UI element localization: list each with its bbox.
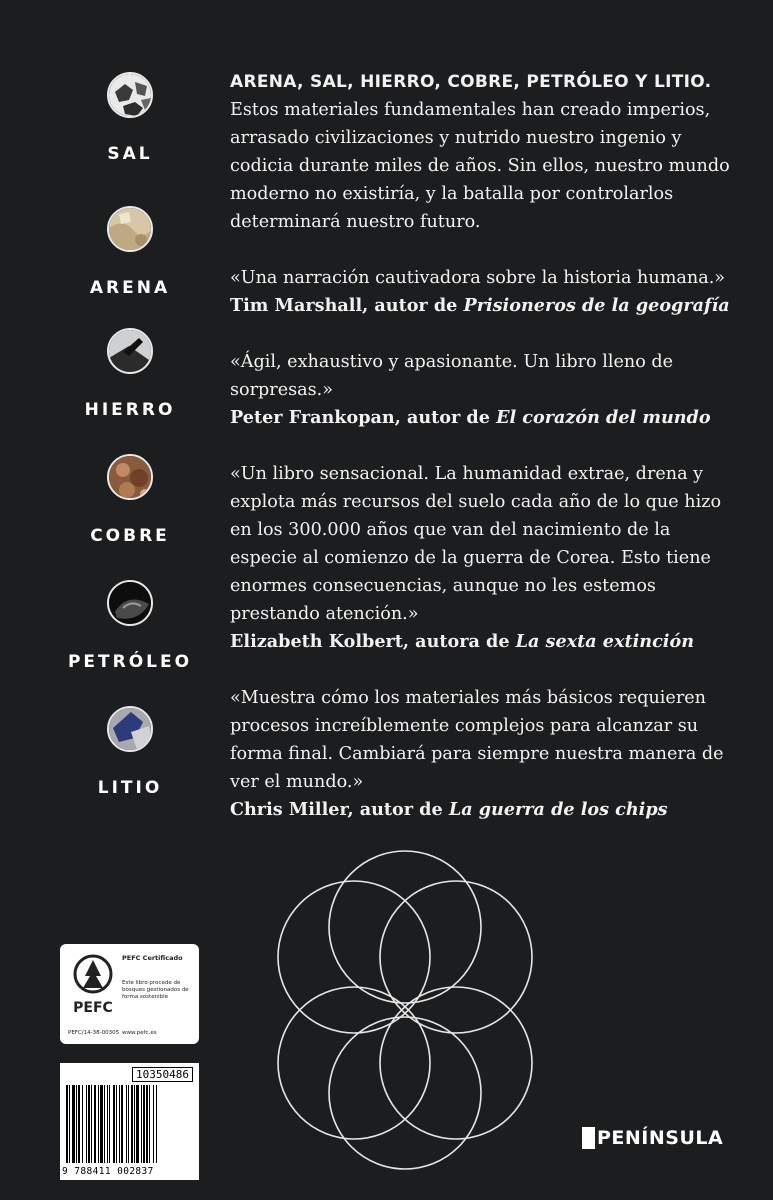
- material-sand: [60, 206, 200, 298]
- circles-ornament: [270, 845, 540, 1175]
- quote-text: «Muestra cómo los materiales más básicos requieren procesos increíblemente complejos para alcanzar su forma final. Cambiará para siempre nuestra manera de ver el mundo.»: [230, 688, 724, 792]
- internal-number: 10350486: [132, 1067, 193, 1082]
- quote-attribution: [230, 292, 740, 320]
- material-oil: [60, 580, 200, 672]
- material-iron: [60, 328, 200, 420]
- copper-ore-icon: [107, 454, 153, 500]
- material-label: HIERRO: [84, 400, 176, 420]
- barcode-stripe: [156, 1085, 157, 1163]
- barcode-stripe: [76, 1085, 77, 1163]
- quote-block: [230, 348, 740, 432]
- pefc-logo-text: PEFC: [73, 1000, 113, 1016]
- pefc-website: www.pefc.es: [122, 1030, 157, 1036]
- barcode-stripe: [134, 1085, 135, 1163]
- barcode-stripe: [98, 1085, 99, 1163]
- barcode-bars: [64, 1085, 195, 1163]
- material-label: ARENA: [89, 278, 171, 298]
- barcode-stripe: [119, 1085, 120, 1163]
- barcode-stripe: [107, 1085, 108, 1163]
- publisher-mark-icon: [582, 1127, 595, 1149]
- barcode-stripe: [141, 1085, 142, 1163]
- barcode-stripe: [100, 1085, 103, 1163]
- barcode-stripe: [66, 1085, 68, 1163]
- barcode-stripe: [153, 1085, 154, 1163]
- headline: ARENA, SAL, HIERRO, COBRE, PETRÓLEO Y LITIO.: [230, 72, 712, 92]
- isbn-barcode: [60, 1063, 199, 1180]
- barcode-stripe: [128, 1085, 129, 1163]
- material-lithium: [60, 706, 200, 798]
- material-salt: [60, 72, 200, 164]
- barcode-stripe: [136, 1085, 139, 1163]
- quote-author: Tim Marshall, autor de: [230, 295, 458, 316]
- lithium-icon: [107, 706, 153, 752]
- quote-author: Chris Miller, autor de: [230, 799, 443, 820]
- quote-author: Peter Frankopan, autor de: [230, 407, 490, 428]
- quote-attribution: [230, 404, 740, 432]
- barcode-stripe: [72, 1085, 75, 1163]
- barcode-stripe: [149, 1085, 150, 1163]
- ornament-circle: [380, 987, 532, 1139]
- material-label: LITIO: [97, 778, 163, 798]
- oil-icon: [107, 580, 153, 626]
- material-copper: [60, 454, 200, 546]
- quote-text: «Una narración cautivadora sobre la historia humana.»: [230, 268, 726, 288]
- barcode-stripe: [88, 1085, 90, 1163]
- quote-author: Elizabeth Kolbert, autora de: [230, 631, 510, 652]
- material-label: COBRE: [90, 526, 170, 546]
- quote-book: Prisioneros de la geografía: [463, 295, 730, 316]
- quote-attribution: [230, 796, 740, 824]
- intro-paragraph: Estos materiales fundamentales han creado imperios, arrasado civilizaciones y nutrido nuestro ingenio y codicia durante miles de años. Sin ellos, nuestro mundo moderno no existiría, y la batalla por controlarlos determinará nuestro futuro.: [230, 100, 730, 232]
- barcode-stripe: [82, 1085, 83, 1163]
- quote-text: «Un libro sensacional. La humanidad extrae, drena y explota más recursos del suelo cada año de lo que hizo en los 300.000 años que van del nacimiento de la especie al comienzo de la guerra de Corea. Esto tiene enormes consecuencias, aunque no les estemos prestando atención.»: [230, 464, 722, 624]
- pefc-certification: [60, 944, 199, 1044]
- quote-block: [230, 684, 740, 824]
- barcode-stripe: [121, 1085, 123, 1163]
- salt-crystal-icon: [107, 72, 153, 118]
- barcode-stripe: [143, 1085, 145, 1163]
- sand-icon: [107, 206, 153, 252]
- material-label: PETRÓLEO: [67, 652, 193, 672]
- barcode-stripe: [91, 1085, 92, 1163]
- quote-block: [230, 460, 740, 656]
- pefc-code: PEFC/14-38-00305: [68, 1030, 120, 1036]
- ean-number: 9 788411 002837: [62, 1166, 154, 1177]
- iron-icon: [107, 328, 153, 374]
- barcode-stripe: [131, 1085, 133, 1163]
- pefc-certified-label: PEFC Certificado: [122, 954, 183, 962]
- barcode-stripe: [104, 1085, 105, 1163]
- quote-text: «Ágil, exhaustivo y apasionante. Un libro lleno de sorpresas.»: [230, 352, 674, 400]
- pefc-tree-logo-icon: [68, 952, 118, 1018]
- ornament-circle: [329, 851, 481, 1003]
- barcode-stripe: [78, 1085, 80, 1163]
- quote-book: La guerra de los chips: [448, 799, 668, 820]
- barcode-stripe: [94, 1085, 96, 1163]
- ornament-circle: [278, 987, 430, 1139]
- material-label: SAL: [107, 144, 153, 164]
- publisher-name: PENÍNSULA: [597, 1127, 724, 1149]
- barcode-stripe: [126, 1085, 127, 1163]
- barcode-stripe: [146, 1085, 148, 1163]
- quote-book: El corazón del mundo: [496, 407, 711, 428]
- pefc-description: Este libro procede de bosques gestionados de forma sostenible: [122, 980, 189, 1000]
- back-cover-text: [230, 68, 740, 824]
- ornament-circle: [380, 881, 532, 1033]
- quote-book: La sexta extinción: [515, 631, 694, 652]
- barcode-stripe: [109, 1085, 110, 1163]
- quote-attribution: [230, 628, 740, 656]
- publisher-logo: [582, 1127, 723, 1149]
- quote-block: [230, 264, 740, 320]
- barcode-stripe: [86, 1085, 87, 1163]
- ornament-circle: [329, 1017, 481, 1169]
- barcode-stripe: [69, 1085, 70, 1163]
- barcode-stripe: [113, 1085, 115, 1163]
- ornament-circle: [278, 881, 430, 1033]
- barcode-stripe: [116, 1085, 117, 1163]
